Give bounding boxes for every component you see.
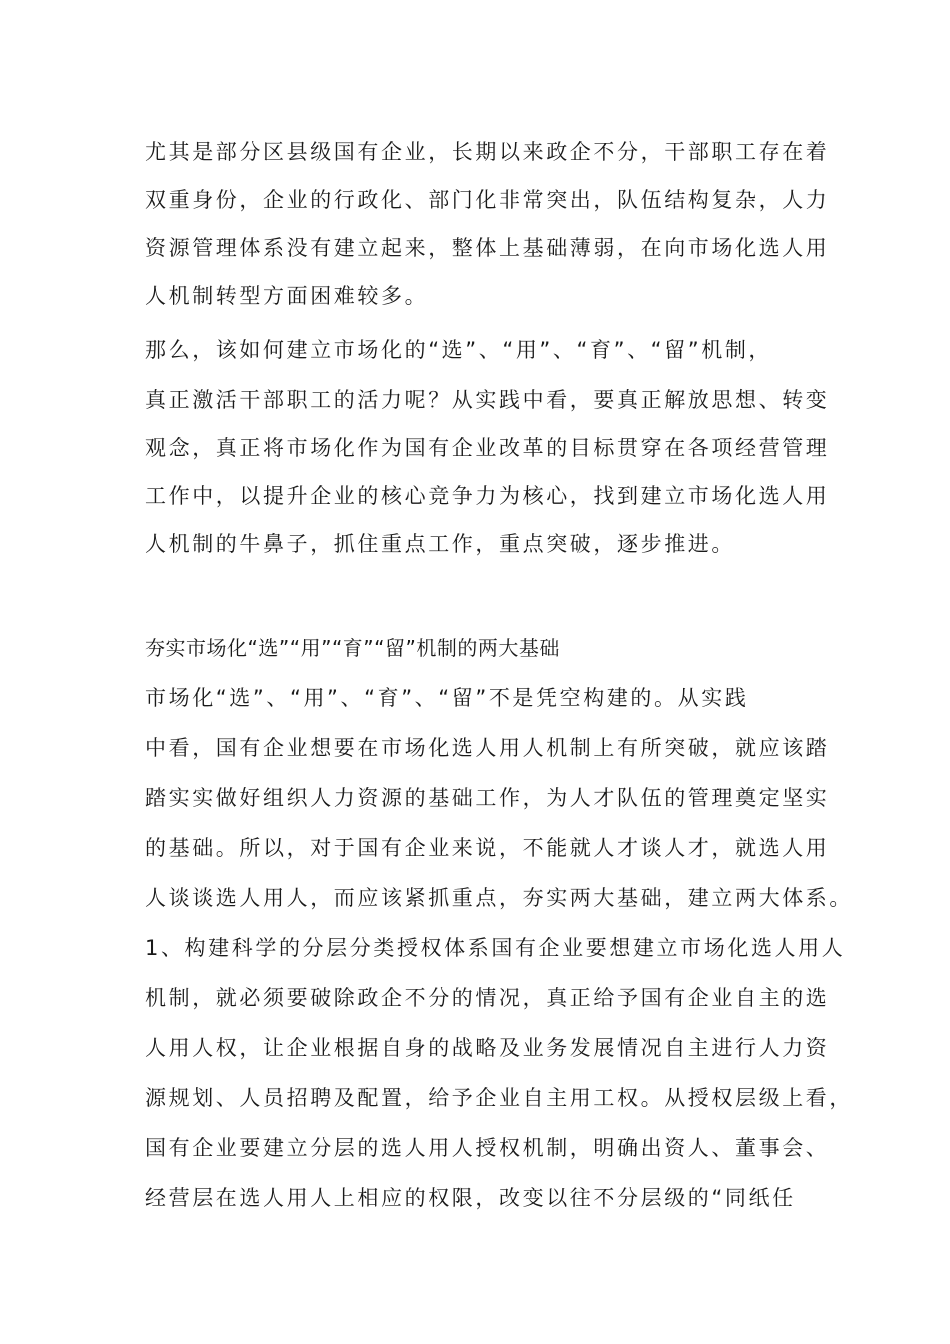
- text-line: 踏实实做好组织人力资源的基础工作，为人才队伍的管理奠定坚实: [145, 786, 830, 810]
- text-line: 观念，真正将市场化作为国有企业改革的目标贯穿在各项经营管理: [145, 436, 830, 460]
- text-line: 人机制的牛鼻子，抓住重点工作，重点突破，逐步推进。: [145, 532, 735, 556]
- text-line: 的基础。所以，对于国有企业来说，不能就人才谈人才，就选人用: [145, 836, 830, 860]
- text-line: 尤其是部分区县级国有企业，长期以来政企不分，干部职工存在着: [145, 140, 830, 164]
- text-line: 机制，就必须要破除政企不分的情况，真正给予国有企业自主的选: [145, 986, 830, 1010]
- text-line: 真正激活干部职工的活力呢？从实践中看，要真正解放思想、转变: [145, 388, 830, 412]
- text-line: 中看，国有企业想要在市场化选人用人机制上有所突破，就应该踏: [145, 736, 830, 760]
- section-heading: 夯实市场化“选”“用”“育”“留”机制的两大基础: [145, 636, 560, 660]
- text-line: 人谈谈选人用人，而应该紧抓重点，夯实两大基础，建立两大体系。: [145, 886, 853, 910]
- text-line: 经营层在选人用人上相应的权限，改变以往不分层级的“同纸任: [145, 1186, 796, 1210]
- text-line: 1、构建科学的分层分类授权体系国有企业要想建立市场化选人用人: [145, 936, 846, 960]
- text-line: 那么，该如何建立市场化的“选”、“用”、“育”、“留”机制，: [145, 338, 773, 362]
- text-line: 资源管理体系没有建立起来，整体上基础薄弱，在向市场化选人用: [145, 236, 830, 260]
- text-line: 源规划、人员招聘及配置，给予企业自主用工权。从授权层级上看，: [145, 1086, 853, 1110]
- text-line: 市场化“选”、“用”、“育”、“留”不是凭空构建的。从实践: [145, 686, 749, 710]
- text-line: 双重身份，企业的行政化、部门化非常突出，队伍结构复杂，人力: [145, 188, 830, 212]
- text-line: 国有企业要建立分层的选人用人授权机制，明确出资人、董事会、: [145, 1136, 830, 1160]
- text-line: 人用人权，让企业根据自身的战略及业务发展情况自主进行人力资: [145, 1036, 830, 1060]
- text-line: 工作中，以提升企业的核心竞争力为核心，找到建立市场化选人用: [145, 484, 830, 508]
- text-line: 人机制转型方面困难较多。: [145, 284, 429, 308]
